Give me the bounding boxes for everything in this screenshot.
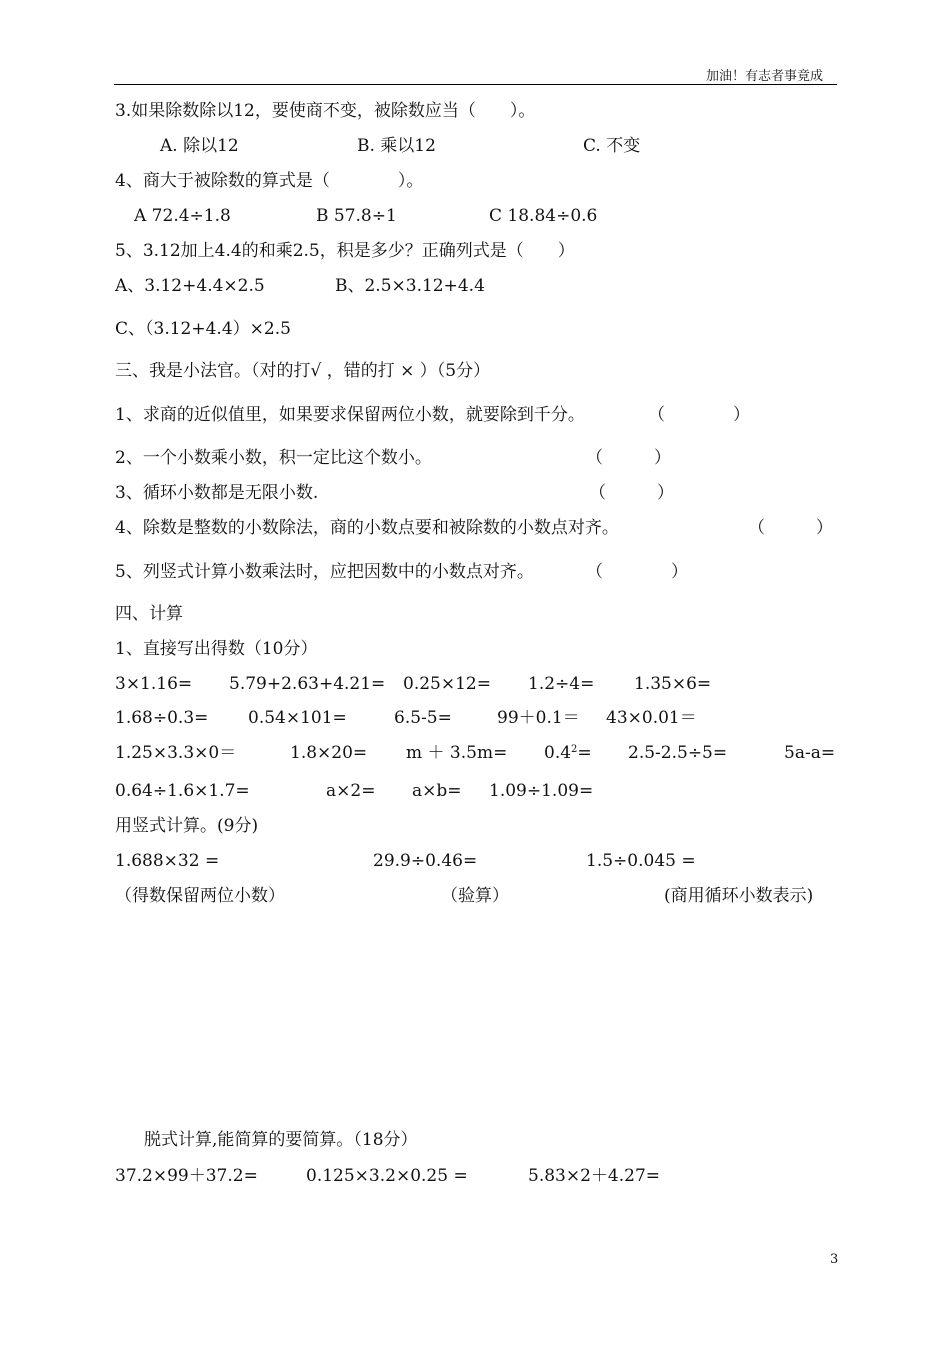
judge-item-3: 3、循环小数都是无限小数. [115, 483, 319, 503]
judge-blank-2: （ ） [586, 448, 671, 468]
mental-item: 1.09÷1.09= [489, 781, 594, 801]
mental-item: m ＋ 3.5m= [406, 743, 508, 763]
mental-item: 99＋0.1＝ [497, 708, 580, 728]
judge-item-4: 4、除数是整数的小数除法，商的小数点要和被除数的小数点对齐。 [115, 518, 619, 538]
vertical-note: （得数保留两位小数） [115, 886, 285, 906]
mental-item: 0.54×101= [248, 708, 347, 728]
mental-item: 1.25×3.3×0＝ [115, 743, 237, 763]
page-number: 3 [830, 1252, 839, 1267]
mental-item: 1.8×20= [290, 743, 368, 763]
q3-option-c: C. 不变 [583, 136, 641, 156]
simplify-item: 37.2×99＋37.2= [115, 1166, 258, 1186]
q5-option-a: A、3.12+4.4×2.5 [115, 276, 265, 296]
mental-item: 0.64÷1.6×1.7= [115, 781, 250, 801]
vertical-item: 29.9÷0.46= [373, 851, 478, 871]
vertical-item: 1.688×32 = [115, 851, 220, 871]
q4-option-b: B 57.8÷1 [316, 206, 397, 226]
power-base: 0.4 [544, 743, 572, 763]
judge-blank-5: （ ） [586, 562, 688, 582]
judge-blank-1: （ ） [648, 405, 750, 425]
q3-option-b: B. 乘以12 [357, 136, 436, 156]
mental-item: 3×1.16= [115, 674, 193, 694]
mental-item: 43×0.01＝ [606, 708, 697, 728]
simplify-item: 5.83×2＋4.27= [528, 1166, 661, 1186]
mental-item: 0.25×12= [403, 674, 491, 694]
power-exponent: 2 [571, 744, 578, 755]
mental-item: 1.2÷4= [528, 674, 595, 694]
q4-option-a: A 72.4÷1.8 [134, 206, 231, 226]
mental-item: a×b= [412, 781, 462, 801]
q4-stem: 4、商大于被除数的算式是（ ）。 [115, 171, 424, 191]
q5-option-b: B、2.5×3.12+4.4 [335, 276, 485, 296]
judge-item-5: 5、列竖式计算小数乘法时，应把因数中的小数点对齐。 [115, 562, 534, 582]
mental-item: 5a-a= [784, 743, 836, 763]
mental-item: 1.35×6= [634, 674, 712, 694]
vertical-note: （验算） [441, 886, 509, 906]
simplify-item: 0.125×3.2×0.25 = [306, 1166, 468, 1186]
q5-option-c: C、（3.12+4.4）×2.5 [115, 319, 291, 339]
judge-blank-4: （ ） [748, 518, 833, 538]
vertical-note: (商用循环小数表示) [664, 886, 814, 906]
judge-item-2: 2、一个小数乘小数，积一定比这个数小。 [115, 448, 432, 468]
mental-math-title: 1、直接写出得数（10分） [115, 639, 318, 659]
judge-item-1: 1、求商的近似值里，如果要求保留两位小数，就要除到千分。 [115, 405, 585, 425]
section3-title: 三、我是小法官。（对的打√ ，错的打 × ）（5分） [115, 361, 491, 381]
vertical-calc-title: 用竖式计算。(9分) [115, 816, 259, 836]
simplify-title: 脱式计算,能简算的要简算。（18分） [144, 1130, 418, 1150]
q3-option-a: A. 除以12 [160, 136, 239, 156]
judge-blank-3: （ ） [589, 483, 674, 503]
mental-item: 5.79+2.63+4.21= [229, 674, 386, 694]
mental-item: 1.68÷0.3= [115, 708, 209, 728]
power-equals: = [577, 743, 592, 763]
q4-option-c: C 18.84÷0.6 [489, 206, 598, 226]
section4-title: 四、计算 [115, 604, 183, 624]
mental-item-power [544, 742, 592, 764]
mental-item: a×2= [326, 781, 376, 801]
mental-item: 2.5-2.5÷5= [628, 743, 728, 763]
header-motto: 加油！有志者事竟成 [706, 69, 824, 84]
header-rule [114, 84, 837, 85]
mental-item: 6.5-5= [394, 708, 452, 728]
q5-stem: 5、3.12加上4.4的和乘2.5，积是多少？正确列式是（ ） [115, 241, 575, 261]
vertical-item: 1.5÷0.045 = [586, 851, 696, 871]
q3-stem: 3.如果除数除以12，要使商不变，被除数应当（ ）。 [115, 101, 536, 121]
